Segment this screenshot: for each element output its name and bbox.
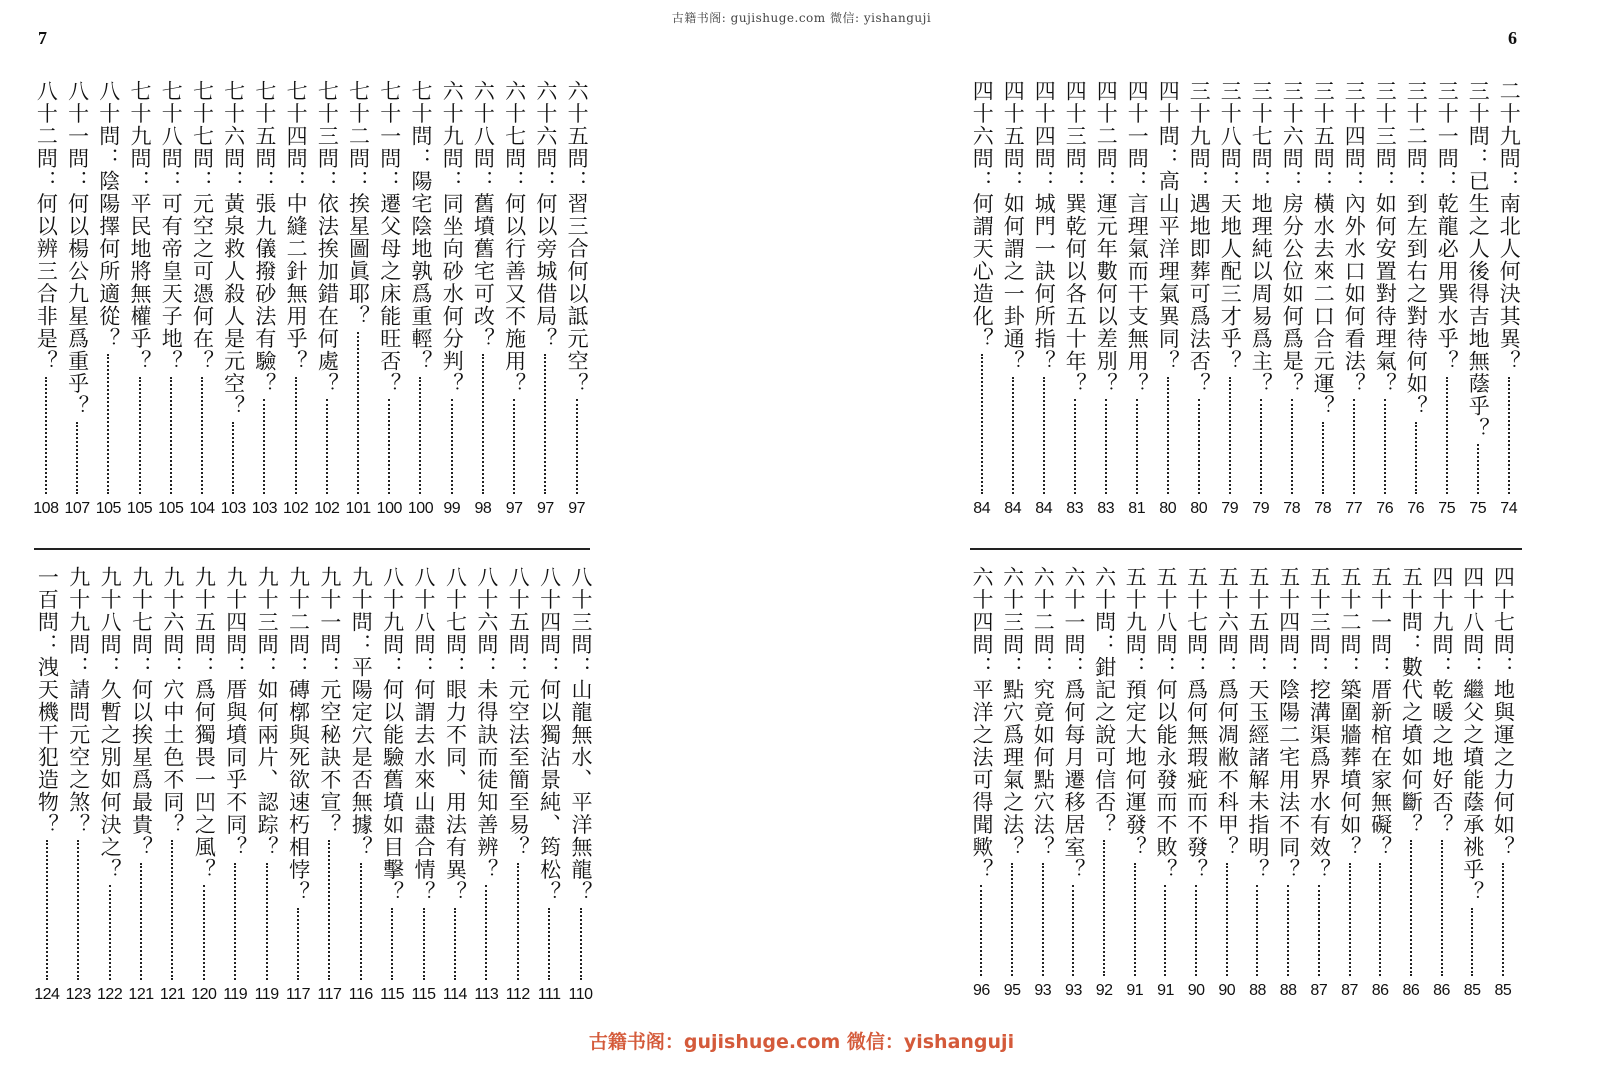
dot-leader — [1260, 399, 1262, 494]
toc-page-number: 78 — [1314, 500, 1332, 517]
toc-entry — [997, 80, 1028, 518]
toc-entry — [124, 80, 155, 518]
toc-page-number: 86 — [1371, 982, 1389, 999]
dot-leader — [513, 399, 515, 494]
toc-question: 九十八問：久暫之別如何決之？ — [98, 566, 123, 881]
page-number-right: 6 — [1508, 28, 1517, 48]
toc-page-number: 88 — [1279, 982, 1297, 999]
toc-page-number: 75 — [1438, 500, 1456, 517]
toc-question: 三十三問：如何安置對待理氣？ — [1373, 80, 1398, 395]
toc-page-number: 97 — [536, 500, 554, 517]
toc-question: 六十四問：平洋之法可得聞歟？ — [969, 566, 994, 881]
toc-question: 六十問：鉗記之說可信否？ — [1092, 566, 1117, 836]
dot-leader — [391, 908, 393, 981]
toc-entry — [1183, 80, 1214, 518]
dot-leader — [360, 863, 362, 981]
toc-page-number: 84 — [1035, 500, 1053, 517]
dot-leader — [328, 840, 330, 980]
toc-entry — [1242, 566, 1272, 1000]
toc-entry — [345, 566, 376, 1004]
toc-entry — [1152, 80, 1183, 518]
toc-page-number: 108 — [33, 500, 59, 517]
toc-question: 四十八問：繼父之墳能蔭承祧乎？ — [1460, 566, 1485, 904]
toc-entry — [468, 80, 499, 518]
toc-page-number: 96 — [973, 982, 990, 999]
toc-question: 六十九問：同坐向砂水何分判？ — [440, 80, 465, 395]
toc-question: 六十三問：點穴爲理氣之法？ — [1000, 566, 1025, 859]
toc-entry — [471, 566, 502, 1004]
toc-page-number: 114 — [442, 986, 467, 1003]
toc-entry — [1426, 566, 1456, 1000]
toc-question: 一百問：洩天機干犯造物？ — [35, 566, 60, 836]
dot-leader — [419, 377, 421, 495]
toc-entry — [188, 566, 219, 1004]
dot-leader — [1164, 885, 1166, 976]
divider-right — [970, 548, 1522, 550]
toc-entry — [1089, 566, 1119, 1000]
dot-leader — [139, 377, 141, 495]
toc-entry — [377, 566, 408, 1004]
toc-question: 三十五問：橫水去來二口合元運？ — [1311, 80, 1336, 418]
toc-entry — [1214, 80, 1245, 518]
toc-page-number: 101 — [345, 500, 371, 517]
toc-page-number: 112 — [505, 986, 530, 1003]
dot-leader — [1072, 885, 1074, 976]
dot-leader — [232, 422, 234, 495]
toc-page-number: 91 — [1126, 982, 1144, 999]
toc-entry — [530, 80, 561, 518]
dot-leader — [1353, 399, 1355, 494]
toc-entry — [31, 566, 62, 1004]
toc-entry — [1120, 566, 1150, 1000]
dot-leader — [1471, 908, 1473, 977]
toc-question: 六十八問：舊墳舊宅可改？ — [471, 80, 496, 350]
toc-question: 五十九問：預定大地何運發？ — [1123, 566, 1148, 859]
dot-leader — [109, 885, 111, 980]
toc-page-number: 92 — [1095, 982, 1113, 999]
toc-entry — [1307, 80, 1338, 518]
toc-entry — [534, 566, 565, 1004]
dot-leader — [1011, 863, 1013, 977]
toc-question: 九十一問：元空秘訣不宣？ — [317, 566, 342, 836]
toc-block-left-top — [30, 80, 592, 518]
toc-page-number: 88 — [1249, 982, 1266, 999]
toc-question: 四十六問：何謂天心造化？ — [970, 80, 995, 350]
toc-page-number: 81 — [1128, 500, 1146, 517]
page-number-left: 7 — [38, 28, 47, 48]
toc-page-number: 77 — [1345, 500, 1363, 517]
toc-page-number: 85 — [1463, 982, 1481, 999]
dot-leader — [357, 332, 359, 495]
toc-page-number: 86 — [1402, 982, 1420, 999]
toc-entry — [63, 566, 94, 1004]
toc-page-number: 115 — [380, 986, 405, 1003]
toc-page-number: 90 — [1218, 982, 1236, 999]
dot-leader — [1074, 399, 1076, 494]
toc-question: 七十一問：遷父母之床能旺否？ — [377, 80, 402, 395]
dot-leader — [544, 354, 546, 494]
dot-leader — [1256, 885, 1258, 976]
toc-entry — [997, 566, 1027, 1000]
toc-question: 三十七問：地理純以周易爲主？ — [1249, 80, 1274, 395]
toc-question: 七十問：陽宅陰地孰爲重輕？ — [408, 80, 433, 373]
toc-entry — [439, 566, 470, 1004]
toc-page-number: 120 — [191, 986, 217, 1003]
toc-entry — [126, 566, 157, 1004]
toc-entry — [1396, 566, 1426, 1000]
dot-leader — [517, 863, 519, 981]
toc-entry — [1400, 80, 1431, 518]
toc-question: 七十六問：黃泉救人殺人是元空？ — [221, 80, 246, 418]
dot-leader — [1441, 840, 1443, 976]
toc-page-number: 113 — [474, 986, 499, 1003]
toc-entry — [30, 80, 61, 518]
toc-question: 八十四問：何以獨沾景純、筠松？ — [537, 566, 562, 904]
toc-question: 三十問：已生之人後得吉地無蔭乎？ — [1466, 80, 1491, 440]
toc-question: 四十九問：乾暖之地好否？ — [1430, 566, 1455, 836]
toc-entry — [1493, 80, 1524, 518]
dot-leader — [1136, 399, 1138, 494]
toc-page-number: 107 — [64, 500, 90, 517]
toc-page-number: 75 — [1469, 500, 1487, 517]
toc-page-number: 90 — [1187, 982, 1205, 999]
divider-left — [34, 548, 590, 550]
toc-page-number: 80 — [1159, 500, 1177, 517]
toc-entry — [62, 80, 93, 518]
dot-leader — [1043, 377, 1045, 495]
toc-entry — [1334, 566, 1364, 1000]
toc-page-number: 115 — [411, 986, 436, 1003]
toc-question: 五十四問：陰陽二宅用法不同？ — [1276, 566, 1301, 881]
toc-question: 二十九問：南北人何決其異？ — [1497, 80, 1522, 373]
toc-question: 六十六問：何以旁城借局？ — [533, 80, 558, 350]
toc-entry — [157, 566, 188, 1004]
toc-page-number: 124 — [34, 986, 60, 1003]
dot-leader — [234, 863, 236, 981]
toc-block-right-top — [966, 80, 1524, 518]
toc-question: 八十八問：何謂去水來山盡合情？ — [412, 566, 437, 904]
dot-leader — [1322, 422, 1324, 495]
toc-page-number: 97 — [568, 500, 585, 517]
toc-page-number: 100 — [376, 500, 402, 517]
toc-page-number: 122 — [97, 986, 123, 1003]
toc-question: 三十一問：乾龍必用巽水乎？ — [1435, 80, 1460, 373]
toc-question: 三十九問：遇地即葬可爲法否？ — [1187, 80, 1212, 395]
toc-question: 三十六問：房分公位如何爲是？ — [1280, 80, 1305, 395]
dot-leader — [548, 908, 550, 981]
toc-entry — [499, 80, 530, 518]
toc-question: 九十六問：穴中土色不同？ — [160, 566, 185, 836]
toc-page-number: 93 — [1034, 982, 1052, 999]
dot-leader — [140, 863, 142, 981]
toc-entry — [155, 80, 186, 518]
toc-question: 八十一問：何以楊公九星爲重乎？ — [65, 80, 90, 418]
toc-page-number: 104 — [189, 500, 215, 517]
toc-entry — [251, 566, 282, 1004]
toc-question: 五十問：數代之墳如何斷？ — [1399, 566, 1424, 836]
dot-leader — [482, 354, 484, 494]
toc-entry — [1028, 566, 1058, 1000]
toc-page-number: 95 — [1003, 982, 1021, 999]
dot-leader — [1384, 399, 1386, 494]
toc-question: 五十八問：何以能永發而不敗？ — [1153, 566, 1178, 881]
toc-entry — [249, 80, 280, 518]
dot-leader — [326, 399, 328, 494]
toc-page-number: 84 — [973, 500, 991, 517]
toc-entry — [1059, 80, 1090, 518]
toc-entry — [314, 566, 345, 1004]
toc-question: 九十二問：磚槨與死欲速朽相悖？ — [286, 566, 311, 904]
dot-leader — [1105, 399, 1107, 494]
toc-question: 九十七問：何以挨星爲最貴？ — [129, 566, 154, 859]
dot-leader — [76, 422, 78, 495]
toc-entry — [408, 566, 439, 1004]
toc-entry — [405, 80, 436, 518]
toc-page-number: 117 — [317, 986, 342, 1003]
toc-question: 三十四問：內外水口如何看法？ — [1342, 80, 1367, 395]
toc-question: 八十五問：元空法至簡至易？ — [506, 566, 531, 859]
toc-entry — [343, 80, 374, 518]
toc-entry — [1121, 80, 1152, 518]
dot-leader — [297, 908, 299, 981]
toc-entry — [1304, 566, 1334, 1000]
toc-page-number: 76 — [1407, 500, 1425, 517]
dot-leader — [45, 377, 47, 495]
toc-page-number: 93 — [1065, 982, 1082, 999]
dot-leader — [46, 840, 48, 980]
dot-leader — [423, 908, 425, 981]
dot-leader — [1012, 377, 1014, 495]
toc-question: 七十七問：元空之可憑何在？ — [190, 80, 215, 373]
toc-page-number: 85 — [1494, 982, 1512, 999]
toc-question: 六十五問：習三合何以詆元空？ — [565, 80, 590, 395]
toc-question: 五十一問：厝新棺在家無礙？ — [1368, 566, 1393, 859]
dot-leader — [1198, 399, 1200, 494]
toc-question: 七十三問：依法挨加錯在何處？ — [315, 80, 340, 395]
toc-page-number: 98 — [474, 500, 492, 517]
dot-leader — [1103, 840, 1105, 976]
toc-question: 八十九問：何以能驗舊墳如目擊？ — [380, 566, 405, 904]
toc-page-number: 83 — [1097, 500, 1115, 517]
toc-page-number: 116 — [348, 986, 373, 1003]
toc-question: 九十九問：請問元空之煞？ — [66, 566, 91, 836]
dot-leader — [203, 885, 205, 980]
toc-page-number: 74 — [1500, 500, 1518, 517]
dot-leader — [266, 863, 268, 981]
toc-question: 五十五問：天玉經諸解未指明？ — [1245, 566, 1270, 881]
toc-entry — [280, 80, 311, 518]
toc-page-number: 80 — [1190, 500, 1208, 517]
dot-leader — [77, 840, 79, 980]
toc-page-number: 110 — [568, 986, 593, 1003]
toc-page-number: 79 — [1221, 500, 1239, 517]
bottom-watermark: 古籍书阁：gujishuge.com 微信：yishanguji — [588, 1031, 1015, 1053]
dot-leader — [1226, 863, 1228, 977]
toc-entry — [1212, 566, 1242, 1000]
toc-entry — [311, 80, 342, 518]
toc-entry — [502, 566, 533, 1004]
toc-entry — [187, 80, 218, 518]
toc-entry — [1150, 566, 1180, 1000]
toc-question: 四十一問：言理氣而干支無用？ — [1125, 80, 1150, 395]
toc-entry — [1090, 80, 1121, 518]
toc-page-number: 99 — [443, 500, 461, 517]
toc-page-number: 102 — [314, 500, 340, 517]
dot-leader — [263, 399, 265, 494]
dot-leader — [580, 908, 582, 981]
toc-question: 八十三問：山龍無水、平洋無龍？ — [569, 566, 593, 904]
toc-page-number: 117 — [285, 986, 310, 1003]
dot-leader — [1415, 422, 1417, 495]
toc-entry — [561, 80, 592, 518]
dot-leader — [1477, 444, 1479, 494]
toc-question: 四十三問：巽乾何以各五十年？ — [1063, 80, 1088, 395]
toc-page-number: 121 — [159, 986, 186, 1003]
dot-leader — [1508, 377, 1510, 495]
toc-entry — [93, 80, 124, 518]
dot-leader — [201, 377, 203, 495]
dot-leader — [1042, 863, 1044, 977]
toc-entry — [374, 80, 405, 518]
toc-block-right-bottom — [966, 566, 1518, 1000]
toc-entry — [1181, 566, 1211, 1000]
toc-entry — [1365, 566, 1395, 1000]
toc-page-number: 103 — [251, 500, 277, 517]
toc-page-number: 105 — [158, 500, 184, 517]
toc-question: 五十二問：築圍牆葬墳何如？ — [1338, 566, 1362, 859]
toc-question: 四十二問：運元年數何以差別？ — [1094, 80, 1119, 395]
toc-entry — [94, 566, 125, 1004]
toc-page-number: 84 — [1004, 500, 1022, 517]
toc-entry — [220, 566, 251, 1004]
toc-question: 七十九問：平民地將無權乎？ — [128, 80, 153, 373]
toc-entry — [1058, 566, 1088, 1000]
dot-leader — [576, 399, 578, 494]
toc-question: 九十三問：如何兩片、認踪？ — [255, 566, 280, 859]
toc-block-left-bottom — [30, 566, 596, 1004]
toc-page-number: 105 — [126, 500, 153, 517]
toc-page-number: 103 — [220, 500, 246, 517]
toc-question: 八十問：陰陽擇何所適從？ — [96, 80, 121, 350]
dot-leader — [170, 377, 172, 495]
toc-entry — [1245, 80, 1276, 518]
toc-question: 六十一問：爲何每月遷移居室？ — [1061, 566, 1086, 881]
toc-page-number: 119 — [254, 986, 279, 1003]
toc-entry — [1276, 80, 1307, 518]
dot-leader — [454, 908, 456, 981]
toc-entry — [218, 80, 249, 518]
toc-page-number: 100 — [407, 500, 434, 517]
dot-leader — [107, 354, 109, 494]
dot-leader — [1229, 377, 1231, 495]
toc-entry — [966, 80, 997, 518]
toc-page-number: 78 — [1283, 500, 1301, 517]
toc-page-number: 123 — [65, 986, 91, 1003]
dot-leader — [1287, 885, 1289, 976]
toc-page-number: 87 — [1341, 982, 1358, 999]
toc-page-number: 121 — [128, 986, 154, 1003]
toc-question: 七十四問：中縫二針無用乎？ — [284, 80, 309, 373]
toc-entry — [1431, 80, 1462, 518]
dot-leader — [1410, 840, 1412, 976]
toc-entry — [966, 566, 996, 1000]
toc-entry — [1369, 80, 1400, 518]
dot-leader — [1318, 885, 1320, 976]
dot-leader — [1379, 863, 1381, 977]
dot-leader — [451, 399, 453, 494]
toc-question: 七十八問：可有帝皇天子地？ — [159, 80, 184, 373]
toc-question: 八十六問：未得訣而徒知善辨？ — [474, 566, 499, 881]
toc-entry — [436, 80, 467, 518]
dot-leader — [388, 399, 390, 494]
toc-entry — [1028, 80, 1059, 518]
dot-leader — [171, 840, 173, 980]
dot-leader — [1446, 377, 1448, 495]
dot-leader — [1134, 863, 1136, 977]
toc-entry — [282, 566, 313, 1004]
toc-page-number: 86 — [1433, 982, 1450, 999]
toc-page-number: 87 — [1310, 982, 1328, 999]
toc-entry — [565, 566, 596, 1004]
dot-leader — [981, 354, 983, 494]
toc-question: 八十二問：何以辨三合非是？ — [34, 80, 59, 373]
toc-question: 四十五問：如何謂之一卦通？ — [1001, 80, 1026, 373]
dot-leader — [1291, 399, 1293, 494]
dot-leader — [1167, 377, 1169, 495]
dot-leader — [485, 885, 487, 980]
toc-page-number: 76 — [1376, 500, 1394, 517]
toc-entry — [1457, 566, 1487, 1000]
toc-entry — [1338, 80, 1369, 518]
toc-question: 七十二問：挨星圖眞耶？ — [346, 80, 371, 328]
dot-leader — [295, 377, 297, 495]
toc-page-number: 102 — [283, 500, 309, 517]
dot-leader — [980, 885, 982, 976]
toc-question: 七十五問：張九儀撥砂法有驗？ — [252, 80, 277, 395]
toc-question: 八十七問：眼力不同、用法有異？ — [443, 566, 468, 904]
toc-entry — [1273, 566, 1303, 1000]
toc-question: 六十二問：究竟如何點穴法？ — [1031, 566, 1056, 859]
toc-page-number: 111 — [537, 986, 561, 1003]
toc-question: 四十問：高山平洋理氣異同？ — [1156, 80, 1181, 373]
toc-question: 五十七問：爲何無瑕疵而不發？ — [1184, 566, 1209, 881]
toc-page-number: 91 — [1157, 982, 1174, 999]
dot-leader — [1349, 863, 1351, 977]
toc-question: 三十二問：到左到右之對待何如？ — [1404, 80, 1429, 418]
toc-question: 九十五問：爲何獨畏一凹之風？ — [192, 566, 217, 881]
toc-question: 三十八問：天地人配三才乎？ — [1218, 80, 1243, 373]
toc-question: 六十七問：何以行善又不施用？ — [502, 80, 527, 395]
dot-leader — [1502, 863, 1504, 977]
toc-page-number: 79 — [1252, 500, 1270, 517]
toc-question: 五十三問：挖溝渠爲界水有效？ — [1307, 566, 1332, 881]
toc-question: 五十六問：爲何凋敝不科甲？ — [1215, 566, 1240, 859]
toc-question: 四十七問：地與運之力何如？ — [1491, 566, 1516, 859]
toc-entry — [1462, 80, 1493, 518]
toc-page-number: 105 — [95, 500, 121, 517]
toc-entry — [1488, 566, 1518, 1000]
toc-page-number: 119 — [223, 986, 248, 1003]
top-watermark: 古籍书阁: gujishuge.com 微信: yishanguji — [671, 11, 932, 25]
toc-question: 九十問：平陽定穴是否無據？ — [349, 566, 374, 859]
toc-page-number: 97 — [505, 500, 523, 517]
toc-page-number: 83 — [1066, 500, 1084, 517]
toc-question: 九十四問：厝與墳同乎不同？ — [223, 566, 248, 859]
dot-leader — [1195, 885, 1197, 976]
toc-question: 四十四問：城門一訣何所指？ — [1032, 80, 1057, 373]
